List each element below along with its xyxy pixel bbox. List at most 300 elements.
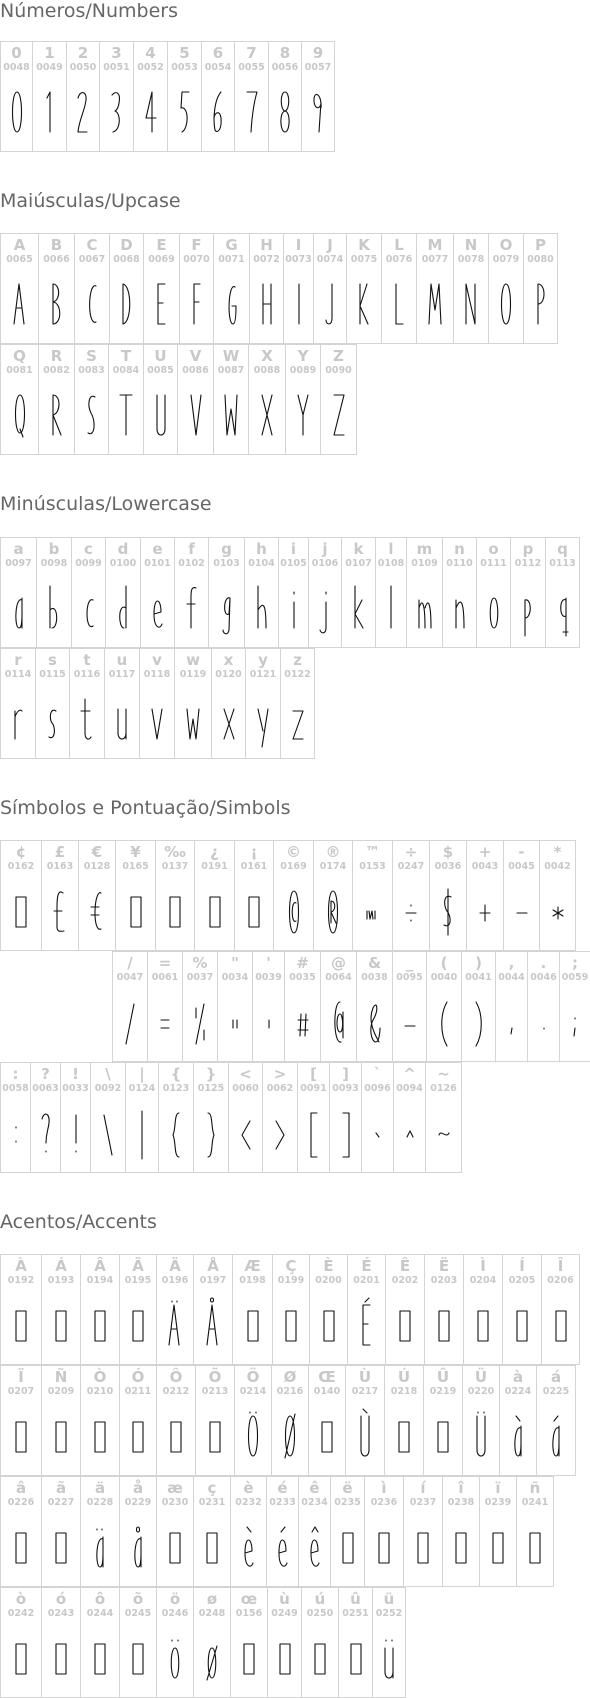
glyph-character: ^ [403,1065,416,1083]
glyph-code: 0051 [103,62,130,73]
glyph-code: 0070 [183,254,210,265]
glyph-character: £ [54,843,66,861]
glyph-code: 0068 [113,254,140,265]
glyph-cell [536,1365,576,1476]
glyph-code: 0119 [179,669,207,680]
glyph-character: Û [436,1368,450,1386]
glyph-sample [424,1412,462,1460]
glyph-cell [249,233,284,344]
glyph-sample [1,88,32,136]
glyph-sample [39,280,74,328]
glyph-sample [362,1109,393,1157]
glyph-code: 0227 [47,1497,75,1508]
glyph-cell [527,951,560,1062]
glyph-sample [393,998,426,1046]
glyph-character: À [15,1257,27,1275]
glyph-code: 0108 [377,558,405,569]
glyph-character: P [535,236,546,254]
glyph-character: & [367,954,382,972]
glyph-sample [144,280,179,328]
glyph-sample [42,1412,80,1460]
glyph-code: 0056 [271,62,299,73]
glyph-sample [42,887,78,935]
glyph-sample [159,1109,193,1157]
glyph-cell [108,344,144,455]
glyph-cell [0,840,42,951]
glyph-character: 8 [279,44,291,62]
glyph-code: 0212 [162,1386,190,1397]
glyph-code: 0090 [325,365,352,376]
glyph-code: 0226 [7,1497,35,1508]
glyph-cell [301,1587,339,1698]
glyph-cell [35,648,70,759]
glyph-sample [346,1412,384,1460]
glyph-character: H [260,236,273,254]
glyph-cell [0,1365,42,1476]
glyph-code: 0122 [284,669,311,680]
glyph-code: 0100 [109,558,137,569]
glyph-code: 0209 [47,1386,75,1397]
glyph-character: ú [314,1590,326,1608]
glyph-cell [392,951,427,1062]
glyph-code: 0137 [161,861,189,872]
glyph-code: 0218 [390,1386,418,1397]
glyph-cell [273,840,314,951]
glyph-sample [385,1412,423,1460]
glyph-cell [174,648,212,759]
glyph-cell [308,537,342,648]
glyph-character: t [83,651,91,669]
glyph-sample [194,1301,232,1349]
glyph-sample [113,998,147,1046]
glyph-sample [524,280,557,328]
glyph-code: 0046 [530,972,557,983]
glyph-character: ! [72,1065,79,1083]
glyph-sample [365,1523,403,1571]
glyph-row [0,840,575,951]
glyph-character: U [154,347,167,365]
glyph-sample [253,998,284,1046]
glyph-character: î [458,1479,464,1497]
glyph-code: 0241 [521,1497,549,1508]
glyph-code: 0081 [6,365,33,376]
glyph-row [0,344,356,455]
glyph-cell [71,537,106,648]
glyph-code: 0041 [465,972,492,983]
glyph-row [0,41,334,152]
glyph-character: x [223,651,234,669]
glyph-cell [313,233,347,344]
glyph-character: g [221,540,232,558]
glyph-code: 0103 [213,558,240,569]
glyph-cell [347,1254,386,1365]
glyph-character: q [557,540,568,558]
glyph-sample [376,584,406,632]
glyph-code: 0198 [239,1275,266,1286]
glyph-character: ï [495,1479,501,1497]
glyph-character: ç [207,1479,217,1497]
glyph-code: 0233 [269,1497,296,1508]
glyph-cell [352,840,393,951]
glyph-character: ì [381,1479,387,1497]
glyph-sample [72,584,105,632]
glyph-cell [502,1254,542,1365]
glyph-cell [345,1365,385,1476]
glyph-cell [495,951,528,1062]
glyph-sample [269,88,301,136]
glyph-cell [425,1062,462,1173]
glyph-cell [217,951,253,1062]
glyph-cell [403,1476,443,1587]
glyph-sample [309,1412,345,1460]
glyph-sample [42,1634,80,1682]
glyph-sample [233,1301,272,1349]
glyph-code: 0110 [446,558,473,569]
glyph-code: 0165 [122,861,149,872]
glyph-cell [329,1062,362,1173]
glyph-character: ; [572,954,578,972]
glyph-row [0,1365,575,1476]
glyph-cell [285,344,321,455]
glyph-sample [1,391,38,439]
glyph-sample [194,1634,230,1682]
glyph-cell [174,537,209,648]
glyph-cell [545,537,580,648]
glyph-code: 0214 [239,1386,267,1397]
glyph-code: 0219 [429,1386,457,1397]
glyph-cell [156,1365,196,1476]
glyph-code: 0207 [7,1386,35,1397]
glyph-sample [357,998,392,1046]
glyph-cell [230,1476,267,1587]
glyph-character: Á [55,1257,67,1275]
glyph-cell [139,648,175,759]
glyph-cell [338,1587,373,1698]
glyph-cell [372,1587,406,1698]
glyph-cell [78,840,116,951]
glyph-character: " [231,954,239,972]
glyph-code: 0162 [7,861,35,872]
glyph-cell [41,1587,81,1698]
glyph-cell [41,1254,81,1365]
glyph-sample [140,695,174,743]
glyph-cell [74,233,110,344]
glyph-code: 0104 [248,558,275,569]
glyph-sample [100,88,133,136]
glyph-cell [143,233,180,344]
glyph-sample [302,1634,338,1682]
glyph-sample [500,1412,536,1460]
glyph-character: Z [333,347,344,365]
glyph-code: 0107 [345,558,372,569]
glyph-cell [99,41,134,152]
glyph-sample [546,584,579,632]
glyph-code: 0044 [498,972,525,983]
glyph-cell [280,648,315,759]
glyph-cell [320,344,357,455]
glyph-character: s [48,651,57,669]
glyph-code: 0113 [549,558,576,569]
glyph-character: C [86,236,98,254]
glyph-sample [263,1109,297,1157]
glyph-sample [249,391,285,439]
glyph-character: z [293,651,302,669]
glyph-sample [1,1523,41,1571]
glyph-character: k [353,540,364,558]
glyph-sample [39,391,74,439]
glyph-cell [156,1587,194,1698]
glyph-sample [268,1634,301,1682]
glyph-character: Ö [246,1368,260,1386]
glyph-character: e [152,540,163,558]
glyph-code: 0140 [313,1386,341,1397]
glyph-code: 0040 [430,972,458,983]
glyph-code: 0096 [364,1083,391,1094]
glyph-code: 0252 [375,1608,403,1619]
glyph-code: 0174 [319,861,347,872]
glyph-sample [120,1523,156,1571]
glyph-code: 0061 [151,972,179,983]
glyph-cell [461,951,496,1062]
glyph-sample [272,1412,308,1460]
glyph-cell [416,233,454,344]
glyph-cell [284,951,321,1062]
glyph-cell [245,648,281,759]
glyph-cell [38,233,75,344]
glyph-cell [426,951,462,1062]
glyph-sample [116,887,155,935]
glyph-sample [194,1109,228,1157]
glyph-sample [231,1523,266,1571]
glyph-sample [404,1523,442,1571]
glyph-sample [339,1634,372,1682]
glyph-cell [193,1476,231,1587]
glyph-character: F [191,236,202,254]
glyph-character: l [388,540,394,558]
glyph-character: © [286,843,301,861]
glyph-cell [424,1254,464,1365]
section-title: Minúsculas/Lowercase [0,493,212,515]
glyph-cell [503,840,540,951]
glyph-character: ë [342,1479,353,1497]
glyph-cell [423,1365,463,1476]
glyph-character: Q [13,347,26,365]
glyph-character: Ô [169,1368,183,1386]
glyph-sample [231,1634,267,1682]
glyph-sample [110,280,143,328]
glyph-sample [235,88,268,136]
glyph-sample [560,998,590,1046]
glyph-sample [81,1301,119,1349]
glyph-character: å [132,1479,144,1497]
glyph-sample [462,998,495,1046]
glyph-cell [0,537,37,648]
glyph-character: Ë [438,1257,450,1275]
glyph-code: 0211 [124,1386,152,1397]
glyph-code: 0213 [201,1386,229,1397]
glyph-character: d [117,540,129,558]
glyph-cell [66,41,100,152]
glyph-code: 0217 [351,1386,379,1397]
glyph-cell [341,537,376,648]
glyph-code: 0216 [276,1386,304,1397]
glyph-code: 0169 [280,861,307,872]
glyph-code: 0229 [124,1497,152,1508]
glyph-code: 0109 [411,558,438,569]
glyph-character: < [239,1065,252,1083]
glyph-code: 0197 [199,1275,227,1286]
glyph-cell [462,1365,500,1476]
glyph-sample [214,391,248,439]
glyph-sample [496,998,527,1046]
glyph-cell [140,537,175,648]
glyph-code: 0232 [235,1497,262,1508]
glyph-character: ù [279,1590,290,1608]
glyph-cell [283,233,314,344]
glyph-code: 0161 [240,861,268,872]
glyph-code: 0069 [148,254,175,265]
glyph-cell [60,1062,91,1173]
glyph-sample [542,1301,579,1349]
glyph-cell [104,648,140,759]
glyph-cell [155,840,195,951]
glyph-character: : [12,1065,19,1083]
glyph-sample [75,391,108,439]
glyph-cell [30,1062,61,1173]
glyph-cell [32,41,67,152]
glyph-sample [407,584,442,632]
glyph-code: 0115 [39,669,66,680]
glyph-code: 0052 [137,62,164,73]
glyph-cell [156,1476,194,1587]
glyph-cell [392,840,430,951]
glyph-code: 0200 [315,1275,342,1286]
section-title: Acentos/Accents [0,1211,157,1233]
glyph-sample [285,998,320,1046]
glyph-code: 0204 [469,1275,497,1286]
glyph-cell [213,233,250,344]
glyph-character: É [361,1257,372,1275]
glyph-character: ò [15,1590,27,1608]
glyph-sample [503,1301,541,1349]
glyph-code: 0128 [83,861,111,872]
glyph-code: 0039 [255,972,282,983]
glyph-character: ê [309,1479,320,1497]
glyph-sample [37,584,71,632]
glyph-cell [208,537,245,648]
glyph-cell [0,1476,42,1587]
glyph-character: ® [325,843,341,861]
glyph-character: D [120,236,133,254]
glyph-code: 0101 [144,558,171,569]
glyph-cell [234,1365,272,1476]
glyph-code: 0123 [162,1083,190,1094]
glyph-sample [120,1634,156,1682]
glyph-code: 0053 [171,62,198,73]
glyph-character: Ã [132,1257,144,1275]
glyph-code: 0251 [342,1608,369,1619]
glyph-cell [297,1062,330,1173]
glyph-sample [284,280,313,328]
glyph-code: 0220 [467,1386,495,1397]
glyph-sample [511,584,545,632]
glyph-cell [156,1254,194,1365]
glyph-character: á [550,1368,562,1386]
glyph-cell [177,344,214,455]
glyph-character: Ç [285,1257,297,1275]
glyph-code: 0202 [391,1275,419,1286]
glyph-sample [1,1634,41,1682]
glyph-sample [281,695,314,743]
glyph-sample [235,1412,271,1460]
glyph-code: 0050 [69,62,97,73]
glyph-row [0,1476,553,1587]
glyph-character: ä [94,1479,106,1497]
glyph-code: 0250 [306,1608,334,1619]
glyph-cell [115,840,156,951]
glyph-cell [442,1476,480,1587]
glyph-character: _ [405,954,414,972]
glyph-sample [202,88,234,136]
glyph-cell [429,840,467,951]
glyph-cell [119,1587,157,1698]
glyph-character: L [394,236,404,254]
glyph-code: 0196 [161,1275,189,1286]
glyph-cell [267,1587,302,1698]
glyph-code: 0112 [514,558,542,569]
glyph-code: 0055 [238,62,265,73]
glyph-character: y [258,651,268,669]
glyph-character: ó [55,1590,67,1608]
glyph-character: R [50,347,63,365]
glyph-sample [195,887,234,935]
glyph-character: ¥ [130,843,141,861]
glyph-cell [119,1254,157,1365]
glyph-sample [393,887,429,935]
glyph-code: 0083 [78,365,105,376]
glyph-character: 1 [44,44,55,62]
glyph-character: é [277,1479,288,1497]
glyph-character: 6 [212,44,224,62]
glyph-character: Í [519,1257,525,1275]
glyph-sample [180,280,213,328]
glyph-cell [476,537,511,648]
glyph-character: Ù [358,1368,372,1386]
glyph-sample [310,1301,347,1349]
glyph-cell [158,1062,194,1173]
glyph-sample [250,280,283,328]
glyph-cell [309,1254,348,1365]
glyph-code: 0077 [421,254,449,265]
glyph-code: 0082 [43,365,70,376]
glyph-character: ÷ [404,843,418,861]
glyph-row [0,1254,579,1365]
glyph-code: 0234 [301,1497,328,1508]
glyph-sample [126,1109,158,1157]
glyph-code: 0194 [86,1275,114,1286]
glyph-code: 0079 [492,254,520,265]
glyph-character: b [48,540,60,558]
glyph-code: 0195 [124,1275,152,1286]
glyph-sample [36,695,69,743]
glyph-character: Æ [244,1257,261,1275]
glyph-cell [234,41,269,152]
glyph-cell [193,1254,233,1365]
glyph-code: 0201 [353,1275,380,1286]
glyph-cell [167,41,202,152]
glyph-cell [313,840,353,951]
glyph-code: 0236 [370,1497,398,1508]
